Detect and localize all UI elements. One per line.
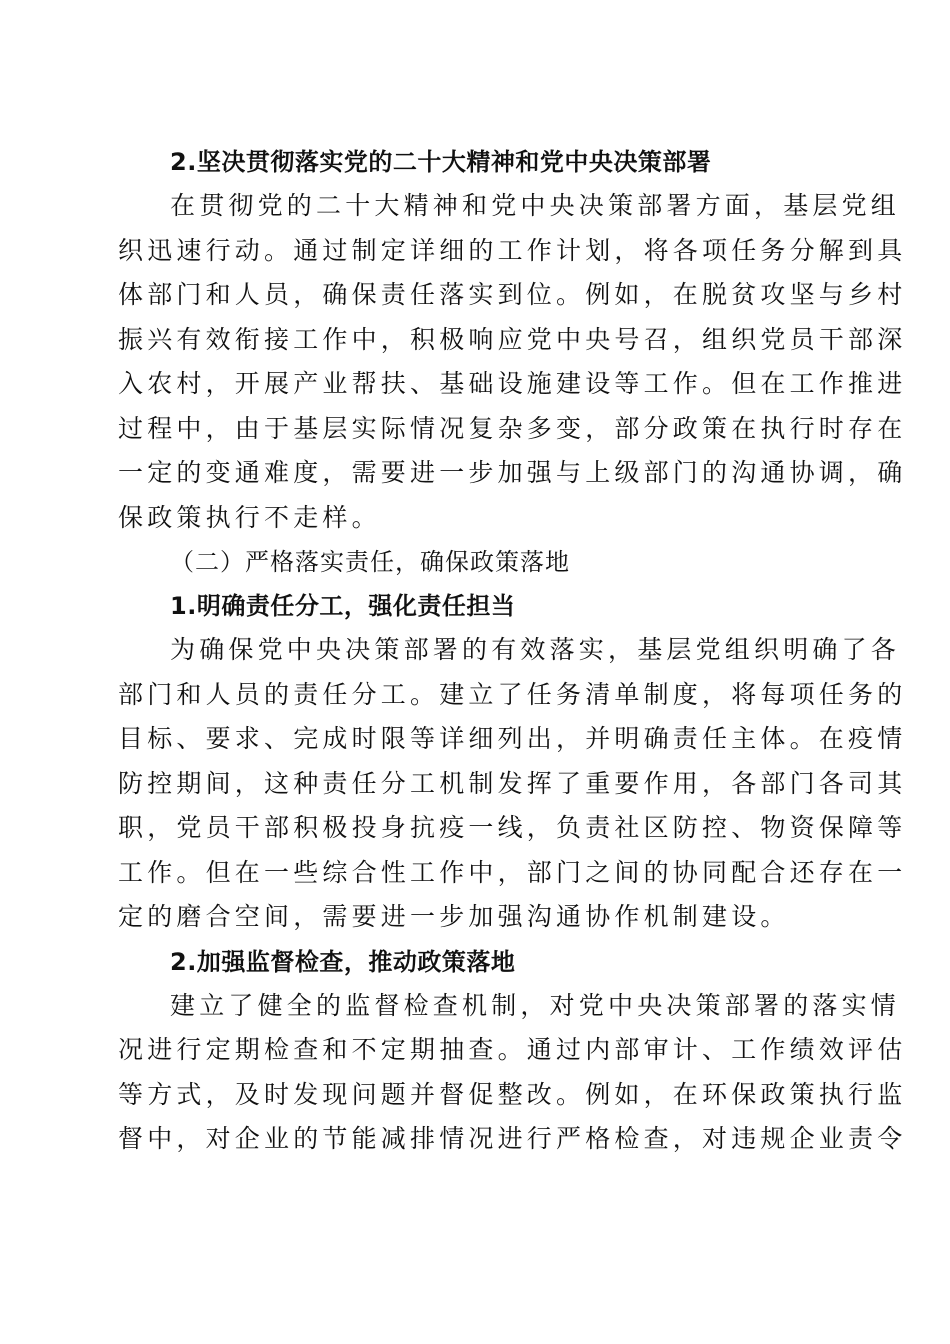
paragraph-line: 体部门和人员，确保责任落实到位。例如，在脱贫攻坚与乡村 — [118, 280, 907, 309]
paragraph-line: 部门和人员的责任分工。建立了任务清单制度，将每项任务的 — [118, 679, 907, 709]
paragraph-line: 定的磨合空间，需要进一步加强沟通协作机制建设。 — [118, 902, 790, 931]
section-heading-2-implement: 2.坚决贯彻落实党的二十大精神和党中央决策部署 — [170, 148, 712, 176]
paragraph-line: 建立了健全的监督检查机制，对党中央决策部署的落实情 — [170, 990, 901, 1020]
paragraph-line: 过程中，由于基层实际情况复杂多变，部分政策在执行时存在 — [118, 413, 907, 443]
paragraph-line: 振兴有效衔接工作中，积极响应党中央号召，组织党员干部深 — [118, 324, 907, 354]
section-heading-1-division: 1.明确责任分工，强化责任担当 — [170, 592, 516, 620]
paragraph-line: 等方式，及时发现问题并督促整改。例如，在环保政策执行监 — [118, 1079, 907, 1109]
paragraph-division — [118, 628, 907, 940]
paragraph-line: 入农村，开展产业帮扶、基础设施建设等工作。但在工作推进 — [118, 369, 907, 398]
paragraph-line: 督中，对企业的节能减排情况进行严格检查，对违规企业责令 — [118, 1124, 907, 1153]
paragraph-line: 况进行定期检查和不定期抽查。通过内部审计、工作绩效评估 — [118, 1035, 907, 1064]
document-body — [118, 140, 907, 1162]
paragraph-line: 为确保党中央决策部署的有效落实，基层党组织明确了各 — [170, 635, 901, 664]
paragraph-line: 职，党员干部积极投身抗疫一线，负责社区防控、物资保障等 — [118, 813, 907, 842]
section-heading-2-supervision: 2.加强监督检查，推动政策落地 — [170, 947, 516, 976]
section-heading-responsibility: （二）严格落实责任，确保政策落地 — [170, 548, 570, 576]
paragraph-line: 目标、要求、完成时限等详细列出，并明确责任主体。在疫情 — [118, 724, 907, 753]
paragraph-line: 在贯彻党的二十大精神和党中央决策部署方面，基层党组 — [170, 191, 901, 220]
paragraph-line: 防控期间，这种责任分工机制发挥了重要作用，各部门各司其 — [118, 768, 907, 798]
paragraph-line: 一定的变通难度，需要进一步加强与上级部门的沟通协调，确 — [118, 458, 907, 487]
paragraph-implementation — [118, 184, 907, 540]
paragraph-line: 工作。但在一些综合性工作中，部门之间的协同配合还存在一 — [118, 857, 907, 887]
paragraph-line: 保政策执行不走样。 — [118, 502, 381, 532]
paragraph-supervision — [118, 984, 907, 1162]
paragraph-line: 织迅速行动。通过制定详细的工作计划，将各项任务分解到具 — [118, 235, 907, 265]
